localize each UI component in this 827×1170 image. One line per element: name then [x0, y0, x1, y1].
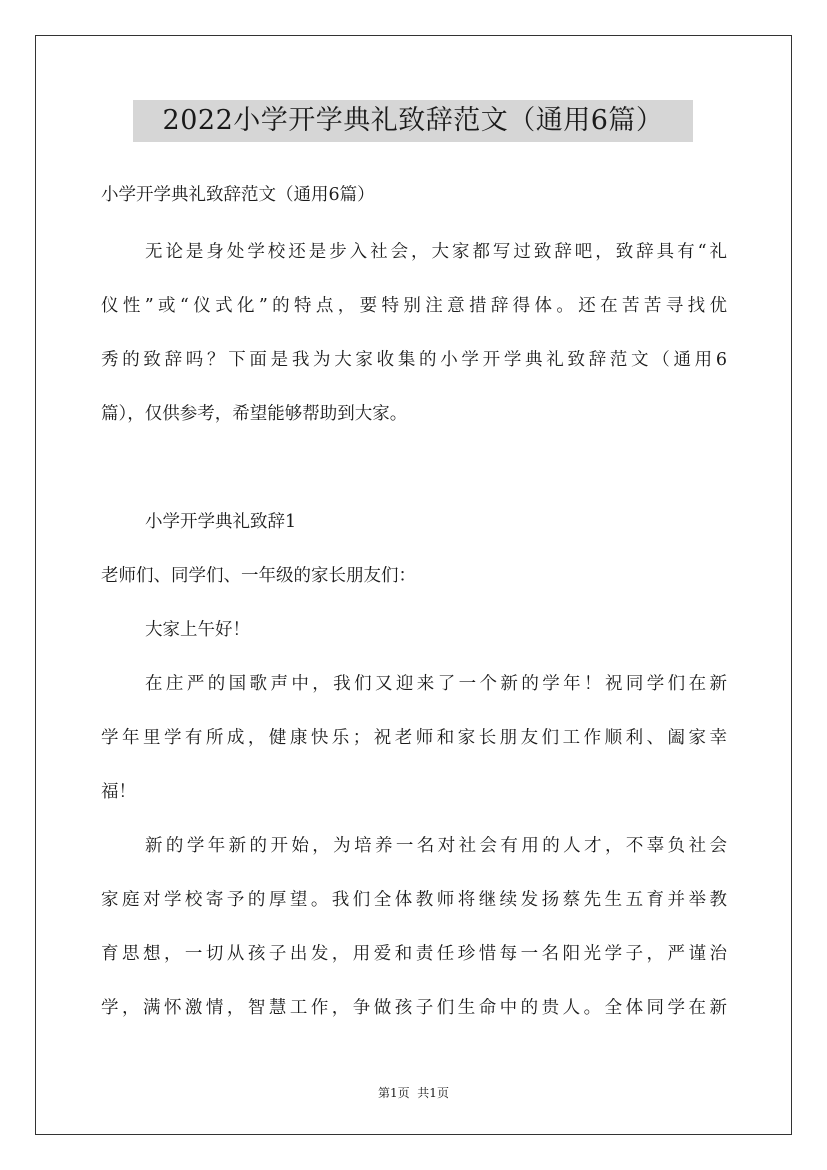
para2-line-4: 学，满怀激情，智慧工作，争做孩子们生命中的贵人。全体同学在新: [101, 998, 727, 1018]
greeting: 大家上午好！: [145, 620, 250, 640]
intro-line-4: 篇），仅供参考，希望能够帮助到大家。: [101, 404, 408, 424]
intro-line-3: 秀的致辞吗？下面是我为大家收集的小学开学典礼致辞范文（通用6: [101, 350, 727, 370]
intro-line-2: 仪性”或“仪式化”的特点，要特别注意措辞得体。还在苦苦寻找优: [101, 296, 727, 316]
para1-line-3: 福！: [101, 782, 136, 802]
para1-line-1: 在庄严的国歌声中，我们又迎来了一个新的学年！祝同学们在新: [145, 674, 727, 694]
document-title: 2022小学开学典礼致辞范文（通用6篇）: [133, 100, 693, 142]
para2-line-1: 新的学年新的开始，为培养一名对社会有用的人才，不辜负社会: [145, 836, 727, 856]
page-footer: 第1页 共1页: [378, 1086, 449, 1100]
para1-line-2: 学年里学有所成，健康快乐；祝老师和家长朋友们工作顺利、阖家幸: [101, 728, 727, 748]
intro-line-1: 无论是身处学校还是步入社会，大家都写过致辞吧，致辞具有“礼: [145, 242, 727, 262]
para2-line-3: 育思想，一切从孩子出发，用爱和责任珍惜每一名阳光学子，严谨治: [101, 944, 727, 964]
section-heading: 小学开学典礼致辞1: [145, 512, 297, 532]
salutation: 老师们、同学们、一年级的家长朋友们：: [101, 566, 416, 586]
para2-line-2: 家庭对学校寄予的厚望。我们全体教师将继续发扬蔡先生五育并举教: [101, 890, 727, 910]
subtitle: 小学开学典礼致辞范文（通用6篇）: [101, 185, 375, 205]
